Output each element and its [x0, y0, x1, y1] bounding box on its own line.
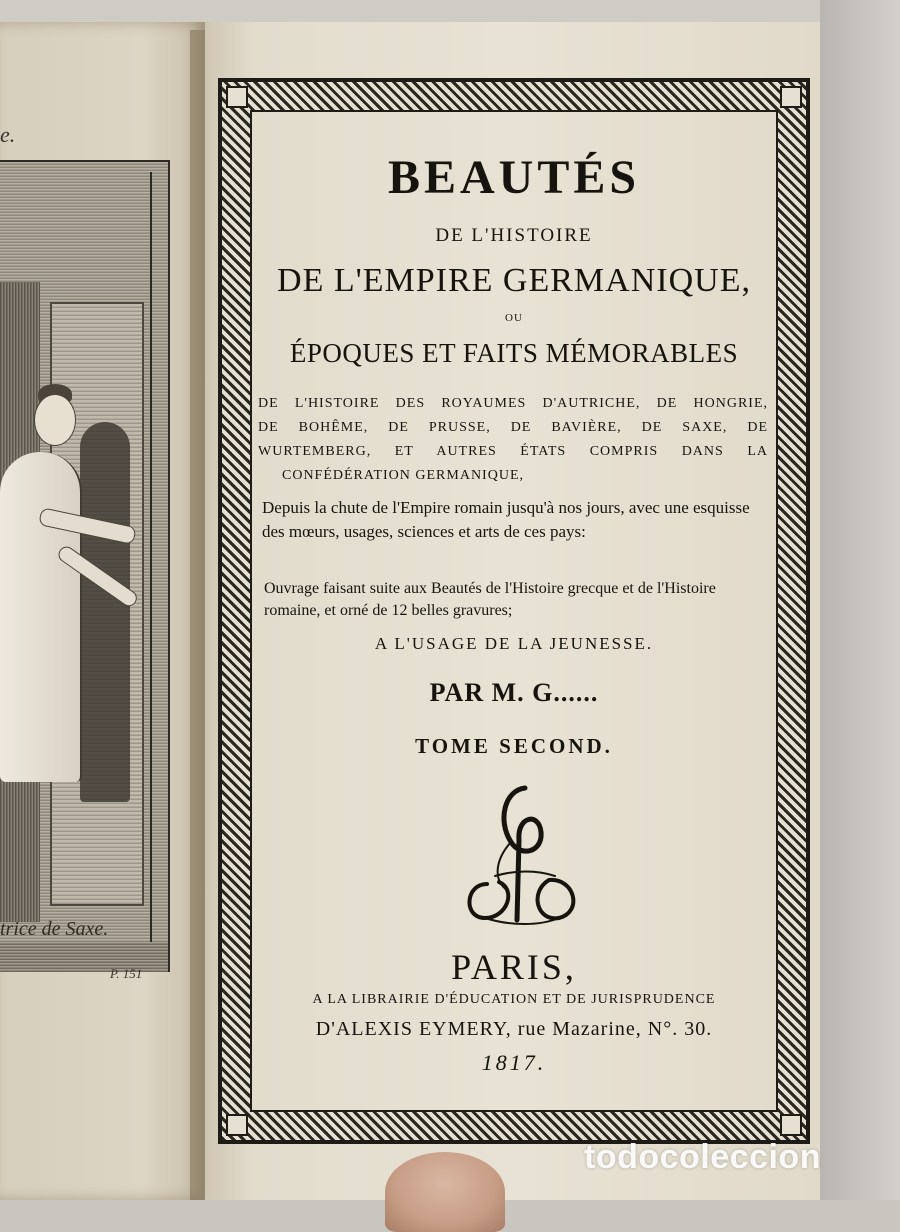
publication-city: PARIS,	[451, 947, 577, 987]
frame-corner-bottom-left	[226, 1114, 248, 1136]
frame-corner-top-right	[780, 86, 802, 108]
volume-line: TOME SECOND.	[415, 734, 613, 758]
background-right	[820, 0, 900, 1200]
description-line: CONFÉDÉRATION GERMANIQUE,	[282, 468, 524, 483]
description-line: WURTEMBERG, ET AUTRES ÉTATS COMPRIS DANS LA	[258, 444, 768, 459]
engraving-caption-top: e.	[0, 122, 16, 147]
subtitle-conjunction: OU	[505, 312, 523, 324]
book-title: BEAUTÉS	[387, 151, 641, 204]
description-line: DE L'HISTOIRE DES ROYAUMES D'AUTRICHE, DE HONGRIE,	[258, 396, 768, 411]
description-block	[258, 392, 768, 488]
description-line: DE BOHÊME, DE PRUSSE, DE BAVIÈRE, DE SAXE, DE	[258, 420, 768, 435]
publication-year: 1817.	[481, 1050, 547, 1075]
publisher-line: A LA LIBRAIRIE D'ÉDUCATION ET DE JURISPRUDENCE	[312, 992, 716, 1007]
frame-corner-bottom-right	[780, 1114, 802, 1136]
thumb-holding-book	[385, 1152, 505, 1232]
subtitle-line-2: DE L'EMPIRE GERMANIQUE,	[277, 262, 751, 299]
frame-corner-top-left	[226, 86, 248, 108]
watermark-logo: todocoleccion	[584, 1138, 821, 1176]
publisher-address: D'ALEXIS EYMERY, rue Mazarine, N°. 30.	[315, 1018, 713, 1040]
subtitle-line-3: ÉPOQUES ET FAITS MÉMORABLES	[289, 338, 739, 368]
engraving-page-reference: P. 151	[110, 966, 143, 981]
scope-paragraph: Depuis la chute de l'Empire romain jusqu'à nos jours, avec une esquisse des mœurs, usages, sciences et arts de ces pays:	[262, 498, 750, 541]
audience-line: A L'USAGE DE LA JEUNESSE.	[374, 634, 654, 653]
subtitle-line-1: DE L'HISTOIRE	[435, 225, 593, 246]
publisher-monogram-icon	[455, 780, 595, 930]
author-line: PAR M. G......	[429, 678, 599, 707]
engraving-caption-bottom: trice de Saxe.	[0, 918, 109, 940]
work-note-paragraph: Ouvrage faisant suite aux Beautés de l'Histoire grecque et de l'Histoire romaine, et orné de 12 belles gravures;	[264, 580, 716, 619]
engraving-figure-head	[34, 394, 76, 446]
engraving-shadow	[80, 422, 130, 802]
engraving-plate	[0, 160, 170, 972]
engraving-figure-dress	[0, 452, 82, 782]
